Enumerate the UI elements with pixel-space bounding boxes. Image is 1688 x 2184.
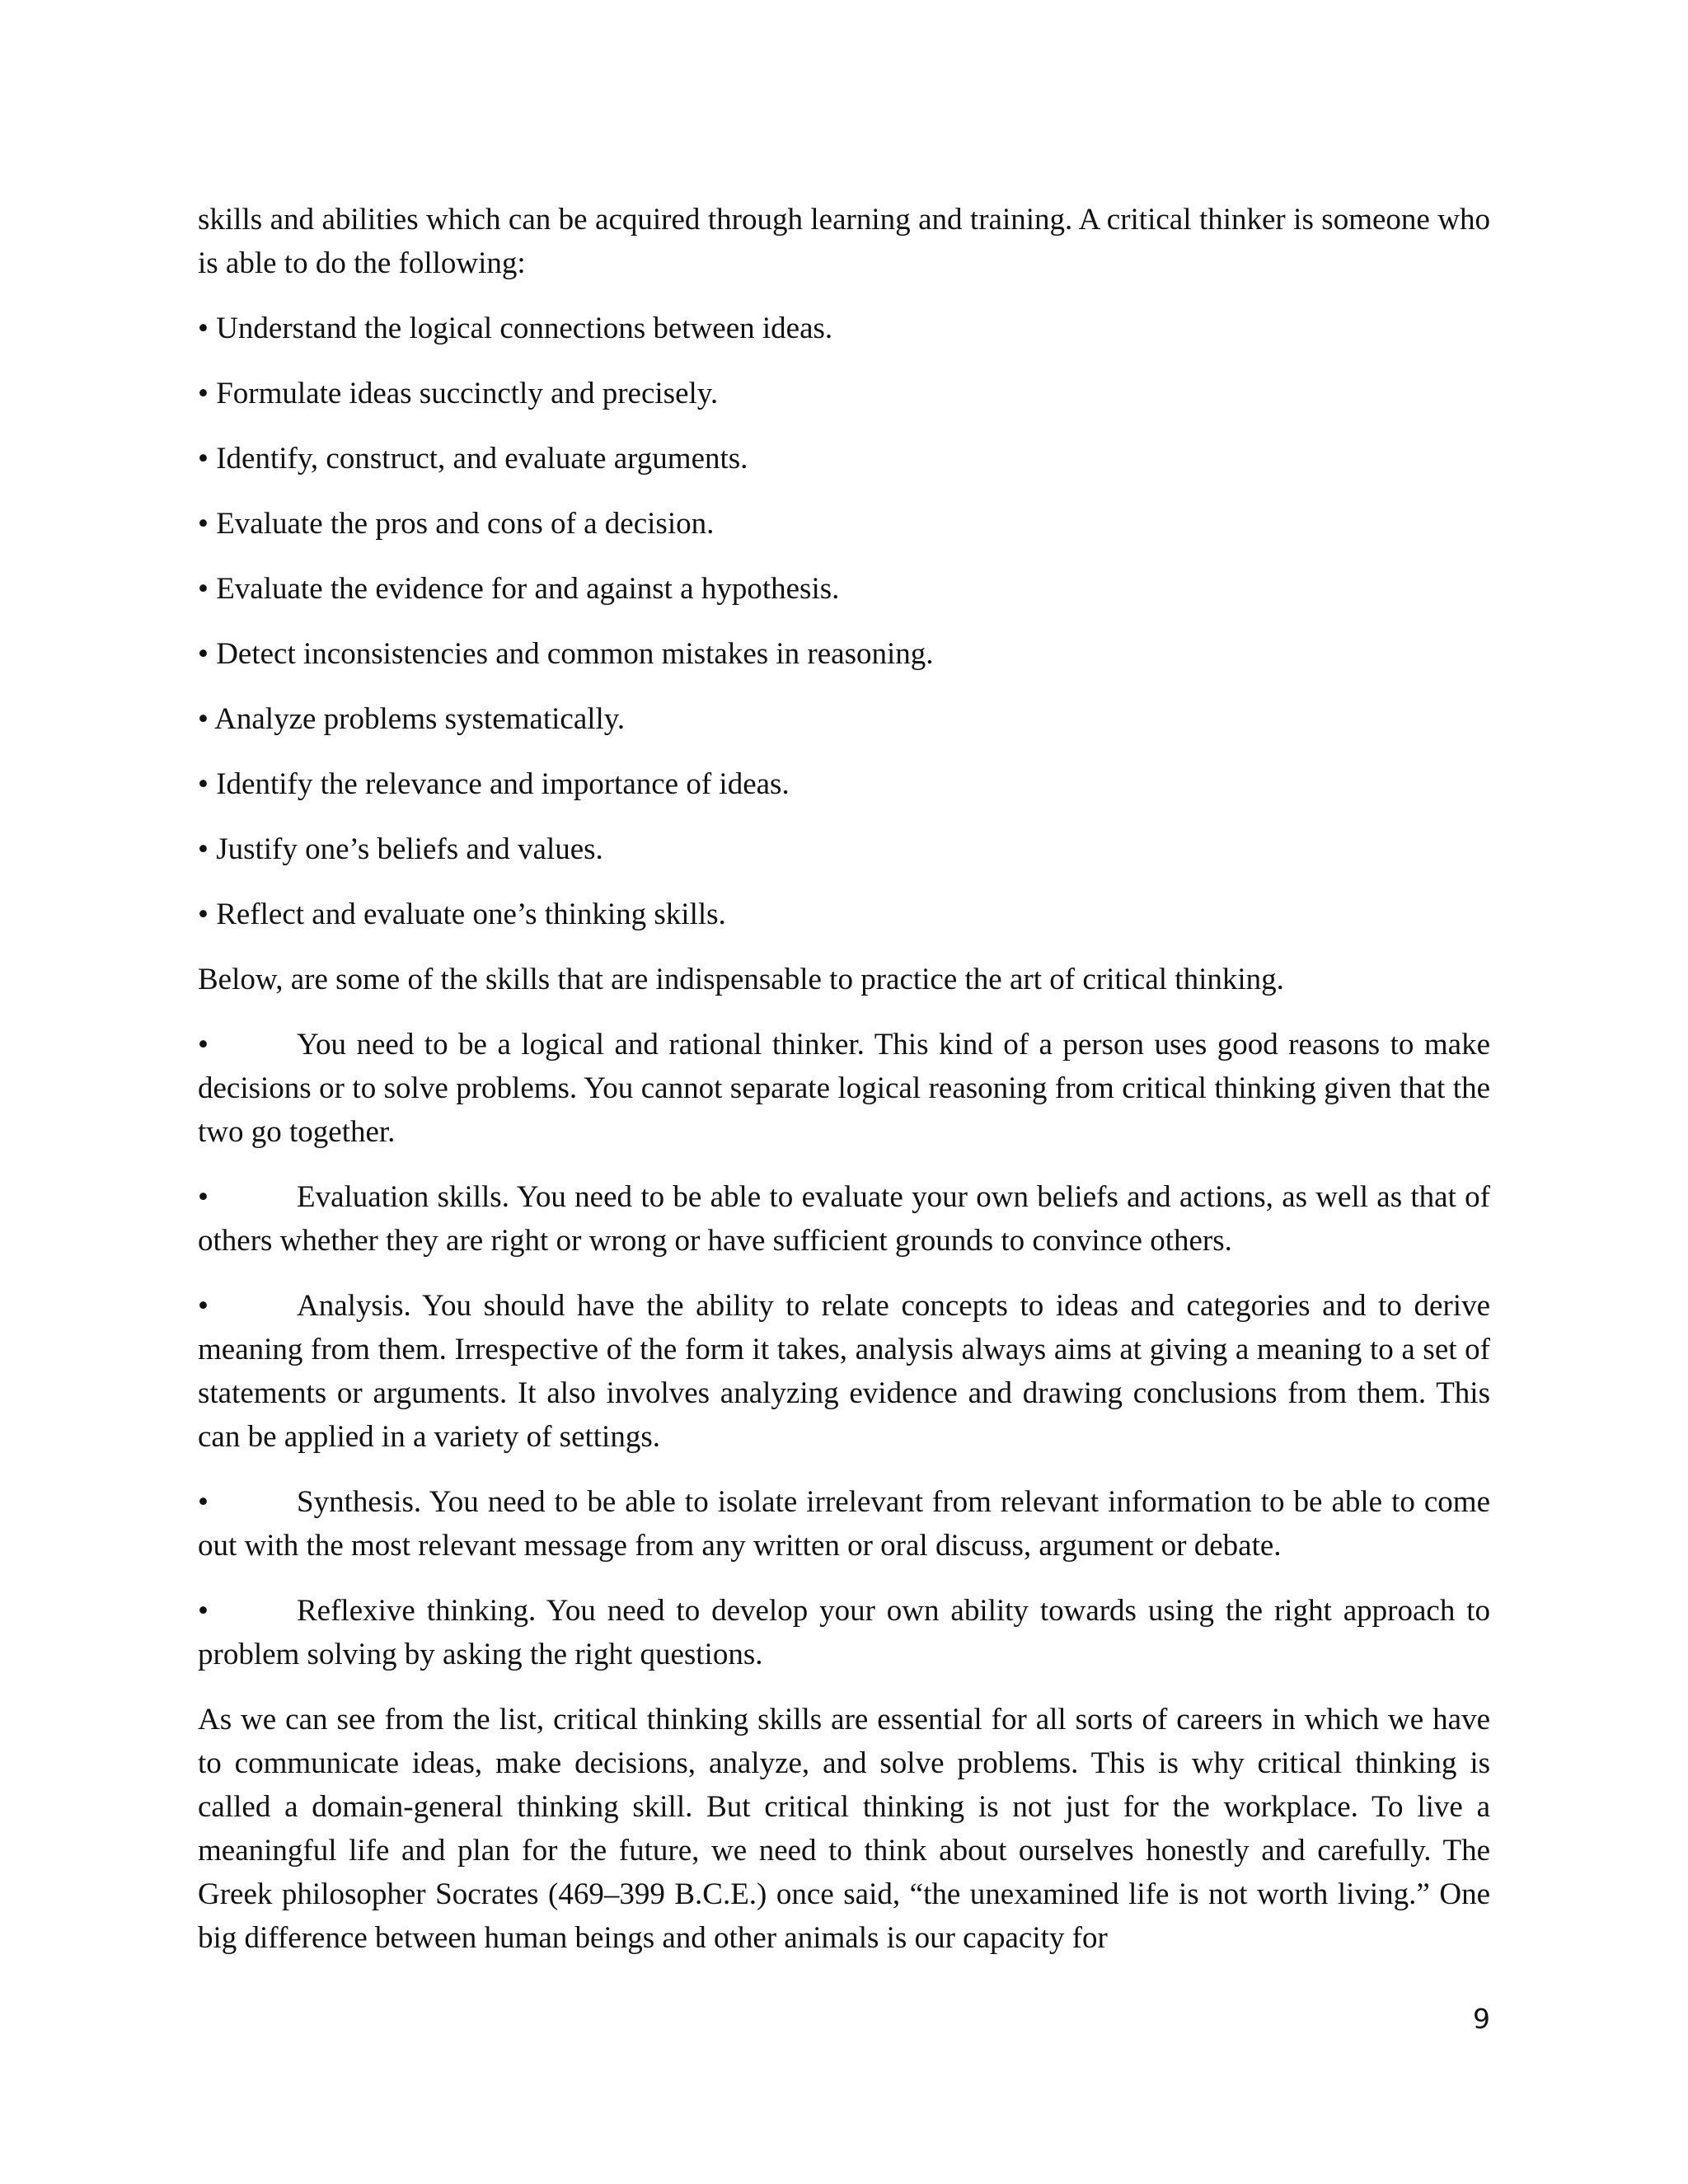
- skill-text: Analysis. You should have the ability to relate concepts to ideas and categories and to derive meaning from them. Irrespective of the form it takes, analysis always aims at giving a meaning to a set of statements or arguments. It also involves analyzing evidence and drawing conclusions from them. This can be applied in a variety of settings.: [198, 1289, 1490, 1454]
- bullet-marker: •: [198, 1028, 209, 1062]
- skill-item: [198, 1023, 1490, 1154]
- list-item: • Detect inconsistencies and common mistakes in reasoning.: [198, 637, 934, 671]
- list-item: • Identify, construct, and evaluate arguments.: [198, 442, 748, 476]
- bullet-marker: •: [198, 1180, 209, 1214]
- skill-item: [198, 1589, 1490, 1676]
- list-item: • Reflect and evaluate one’s thinking skills.: [198, 898, 726, 931]
- list-item: • Justify one’s beliefs and values.: [198, 832, 603, 866]
- list-item: • Formulate ideas succinctly and precisely.: [198, 377, 719, 410]
- list-item: • Analyze problems systematically.: [198, 702, 626, 736]
- list-item: • Understand the logical connections between ideas.: [198, 312, 833, 345]
- skill-item: [198, 1175, 1490, 1263]
- skill-text: Evaluation skills. You need to be able to evaluate your own beliefs and actions, as well as that of others whether they are right or wrong or have sufficient grounds to convince others.: [198, 1180, 1490, 1258]
- skill-text: Reflexive thinking. You need to develop your own ability towards using the right approach to problem solving by asking the right questions.: [198, 1594, 1490, 1671]
- skill-text: You need to be a logical and rational thinker. This kind of a person uses good reasons to make decisions or to solve problems. You cannot separate logical reasoning from critical thinking given that the two go together.: [198, 1028, 1490, 1149]
- bullet-marker: •: [198, 1594, 209, 1628]
- skill-item: [198, 1284, 1490, 1459]
- list-item: • Evaluate the evidence for and against a hypothesis.: [198, 572, 840, 606]
- bullet-marker: •: [198, 1289, 209, 1323]
- list-item: • Identify the relevance and importance of ideas.: [198, 767, 790, 801]
- skills-intro-paragraph: Below, are some of the skills that are indispensable to practice the art of critical thinking.: [198, 963, 1284, 996]
- intro-paragraph: skills and abilities which can be acquired through learning and training. A critical thinker is someone who is able to do the following:: [198, 203, 1490, 280]
- page-number: 9: [1473, 2003, 1490, 2035]
- skills-list: [198, 1023, 1490, 1676]
- closing-paragraph: As we can see from the list, critical thinking skills are essential for all sorts of careers in which we have to communicate ideas, make decisions, analyze, and solve problems. This is why critical thinking is called a domain-general thinking skill. But critical thinking is not just for the workplace. To live a meaningful life and plan for the future, we need to think about ourselves honestly and carefully. The Greek philosopher Socrates (469–399 B.C.E.) once said, “the unexamined life is not worth living.” One big difference between human beings and other animals is our capacity for: [198, 1703, 1490, 1955]
- bullet-marker: •: [198, 1485, 209, 1519]
- skill-text: Synthesis. You need to be able to isolate irrelevant from relevant information to be able to come out with the most relevant message from any written or oral discuss, argument or debate.: [198, 1485, 1490, 1563]
- document-page: [198, 198, 1490, 1981]
- list-item: • Evaluate the pros and cons of a decision.: [198, 507, 715, 541]
- abilities-list: [198, 307, 1490, 936]
- skill-item: [198, 1480, 1490, 1568]
